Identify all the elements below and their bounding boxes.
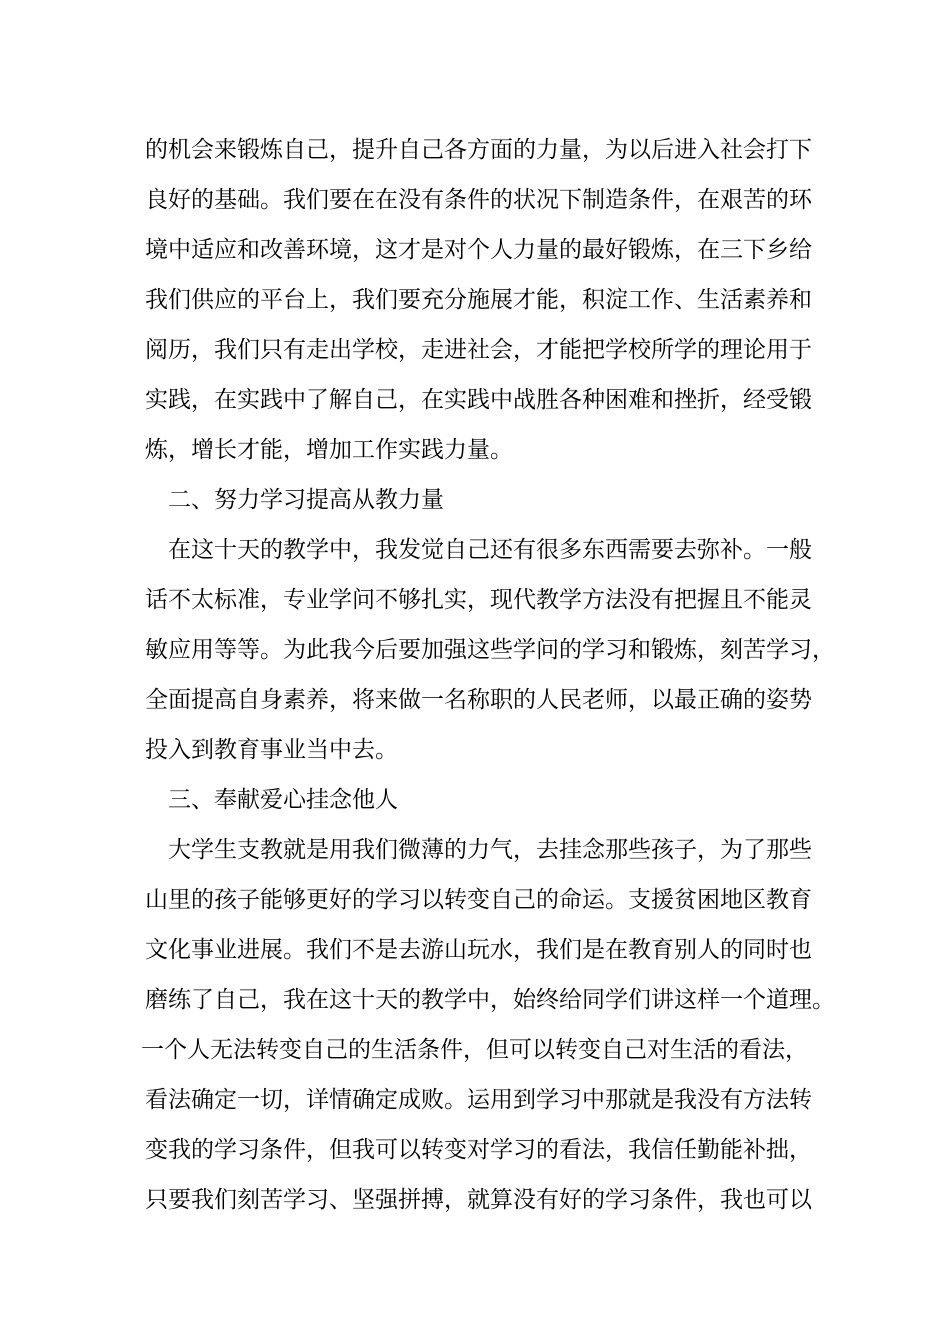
body-text-line: 的机会来锻炼自己，提升自己各方面的力量，为以后进入社会打下 — [145, 137, 812, 163]
body-text-line: 磨练了自己，我在这十天的教学中，始终给同学们讲这样一个道理。 — [145, 987, 835, 1013]
body-text-line: 实践，在实践中了解自己，在实践中战胜各种困难和挫折，经受锻 — [145, 387, 812, 413]
body-text-line: 全面提高自身素养，将来做一名称职的人民老师，以最正确的姿势 — [145, 687, 812, 713]
body-text-line: 话不太标准，专业学问不够扎实，现代教学方法没有把握且不能灵 — [145, 587, 812, 613]
body-text-line: 文化事业进展。我们不是去游山玩水，我们是在教育别人的同时也 — [145, 937, 812, 963]
body-text-line: 敏应用等等。为此我今后要加强这些学问的学习和锻炼，刻苦学习， — [145, 637, 835, 663]
body-text-line: 阅历，我们只有走出学校，走进社会，才能把学校所学的理论用于 — [145, 337, 812, 363]
body-text-line: 只要我们刻苦学习、坚强拼搏，就算没有好的学习条件，我也可以 — [145, 1187, 812, 1213]
body-text-line: 炼，增长才能，增加工作实践力量。 — [145, 437, 513, 463]
body-text-line: 大学生支教就是用我们微薄的力气，去挂念那些孩子，为了那些 — [168, 837, 812, 863]
section-heading-3: 三、奉献爱心挂念他人 — [168, 787, 398, 813]
body-text-line: 山里的孩子能够更好的学习以转变自己的命运。支援贫困地区教育 — [145, 887, 812, 913]
body-text-line: 变我的学习条件，但我可以转变对学习的看法，我信任勤能补拙， — [145, 1137, 812, 1163]
body-text-line: 我们供应的平台上，我们要充分施展才能，积淀工作、生活素养和 — [145, 287, 812, 313]
body-text-line: 在这十天的教学中，我发觉自己还有很多东西需要去弥补。一般 — [168, 537, 812, 563]
body-text-line: 看法确定一切，详情确定成败。运用到学习中那就是我没有方法转 — [145, 1087, 812, 1113]
body-text-line: 投入到教育事业当中去。 — [145, 737, 398, 763]
body-text-line: 境中适应和改善环境，这才是对个人力量的最好锻炼，在三下乡给 — [145, 237, 812, 263]
body-text-line: 一个人无法转变自己的生活条件，但可以转变自己对生活的看法， — [141, 1037, 808, 1063]
section-heading-2: 二、努力学习提高从教力量 — [168, 487, 444, 513]
body-text-line: 良好的基础。我们要在在没有条件的状况下制造条件，在艰苦的环 — [145, 187, 812, 213]
